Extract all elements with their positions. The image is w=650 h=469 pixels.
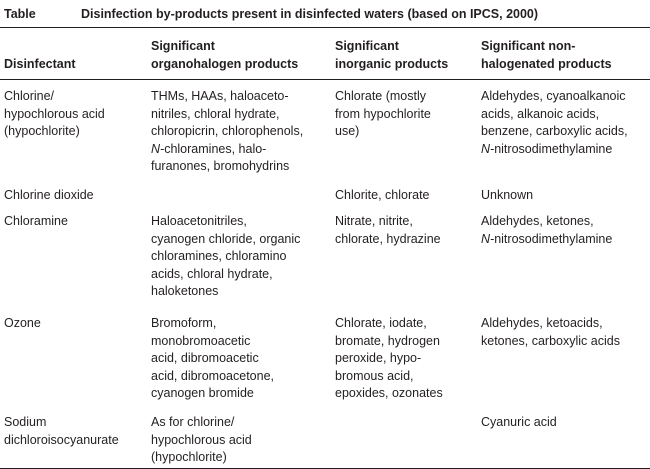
header-nonhalogenated-line2: halogenated products bbox=[481, 57, 612, 71]
cell-line: ketones, carboxylic acids bbox=[481, 333, 620, 348]
cell-line: acids, chloral hydrate, bbox=[151, 266, 273, 281]
header-organohalogen-line2: organohalogen products bbox=[151, 57, 299, 71]
cell-line: acids, alkanoic acids, bbox=[481, 106, 600, 121]
cell-line: N-nitrosodimethylamine bbox=[481, 231, 613, 246]
cell-line: chlorate, hydrazine bbox=[335, 231, 441, 246]
header-organohalogen-line1: Significant bbox=[151, 39, 215, 53]
cell-line: epoxides, ozonates bbox=[335, 386, 443, 400]
cell-line: nitriles, chloral hydrate, bbox=[151, 106, 280, 121]
cell-disinfectant bbox=[4, 414, 119, 449]
cell-line: Unknown bbox=[481, 188, 534, 202]
cell-nonhalogenated bbox=[481, 213, 612, 248]
cell-nonhalogenated bbox=[481, 187, 533, 205]
header-inorganic-line1: Significant bbox=[335, 39, 399, 53]
cell-inorganic bbox=[335, 315, 443, 403]
cell-line: bromous acid, bbox=[335, 368, 414, 383]
cell-line: Chlorite, chlorate bbox=[335, 188, 430, 202]
cell-line: Ozone bbox=[4, 316, 41, 330]
cell-line: THMs, HAAs, haloaceto- bbox=[151, 89, 289, 103]
cell-disinfectant bbox=[4, 88, 105, 141]
cell-line: Aldehydes, cyanoalkanoic bbox=[481, 89, 626, 103]
cell-line: (hypochlorite) bbox=[4, 124, 80, 138]
table-caption-label: Table bbox=[4, 6, 36, 21]
cell-line: Aldehydes, ketones, bbox=[481, 214, 594, 228]
table-caption-title: Disinfection by-products present in disinfected waters (based on IPCS, 2000) bbox=[81, 6, 539, 21]
cell-line: Chlorine dioxide bbox=[4, 188, 94, 202]
cell-line: Chlorine/ bbox=[4, 89, 55, 103]
header-inorganic-line2: inorganic products bbox=[335, 57, 449, 71]
cell-line: cyanogen chloride, organic bbox=[151, 231, 301, 246]
cell-line: Sodium bbox=[4, 415, 47, 429]
cell-line: use) bbox=[335, 124, 360, 138]
cell-organohalogen bbox=[151, 414, 252, 467]
cell-line: hypochlorous acid bbox=[4, 106, 105, 121]
cell-disinfectant bbox=[4, 213, 68, 231]
cell-line: Nitrate, nitrite, bbox=[335, 214, 413, 228]
cell-line: N-chloramines, halo- bbox=[151, 141, 267, 156]
cell-organohalogen bbox=[151, 315, 274, 403]
cell-line: As for chlorine/ bbox=[151, 415, 235, 429]
cell-organohalogen bbox=[151, 88, 303, 176]
cell-inorganic bbox=[335, 187, 430, 205]
cell-line: hypochlorous acid bbox=[151, 432, 252, 447]
cell-nonhalogenated bbox=[481, 315, 620, 350]
cell-disinfectant bbox=[4, 315, 41, 333]
cell-line: Haloacetonitriles, bbox=[151, 214, 247, 228]
header-nonhalogenated-line1: Significant non- bbox=[481, 39, 576, 53]
cell-line: Chloramine bbox=[4, 214, 68, 228]
table-caption bbox=[4, 0, 646, 27]
cell-line: Chlorate, iodate, bbox=[335, 316, 427, 330]
cell-line: furanones, bromohydrins bbox=[151, 159, 290, 173]
header-disinfectant: Disinfectant bbox=[4, 57, 76, 71]
cell-line: N-nitrosodimethylamine bbox=[481, 141, 613, 156]
cell-line: Chlorate (mostly bbox=[335, 89, 426, 103]
cell-line: benzene, carboxylic acids, bbox=[481, 124, 628, 138]
cell-organohalogen bbox=[151, 213, 300, 301]
cell-nonhalogenated bbox=[481, 414, 557, 432]
cell-line: chloramines, chloramino bbox=[151, 249, 287, 263]
cell-inorganic bbox=[335, 213, 441, 248]
header-divider bbox=[0, 79, 650, 80]
cell-line: chloropicrin, chlorophenols, bbox=[151, 124, 304, 138]
cell-line: acid, dibromoacetic bbox=[151, 351, 259, 365]
cell-line: haloketones bbox=[151, 284, 219, 298]
cell-nonhalogenated bbox=[481, 88, 628, 158]
cell-line: monobromoacetic bbox=[151, 333, 251, 348]
cell-line: from hypochlorite bbox=[335, 106, 431, 121]
cell-line: acid, dibromoacetone, bbox=[151, 368, 274, 383]
cell-line: cyanogen bromide bbox=[151, 386, 254, 400]
cell-line: bromate, hydrogen bbox=[335, 333, 440, 348]
cell-line: Aldehydes, ketoacids, bbox=[481, 316, 603, 330]
cell-line: Bromoform, bbox=[151, 316, 217, 330]
cell-disinfectant bbox=[4, 187, 94, 205]
caption-divider bbox=[0, 27, 650, 28]
cell-line: Cyanuric acid bbox=[481, 415, 557, 429]
cell-line: (hypochlorite) bbox=[151, 450, 227, 464]
cell-line: dichloroisocyanurate bbox=[4, 432, 119, 447]
cell-line: peroxide, hypo- bbox=[335, 351, 422, 365]
cell-inorganic bbox=[335, 88, 431, 141]
